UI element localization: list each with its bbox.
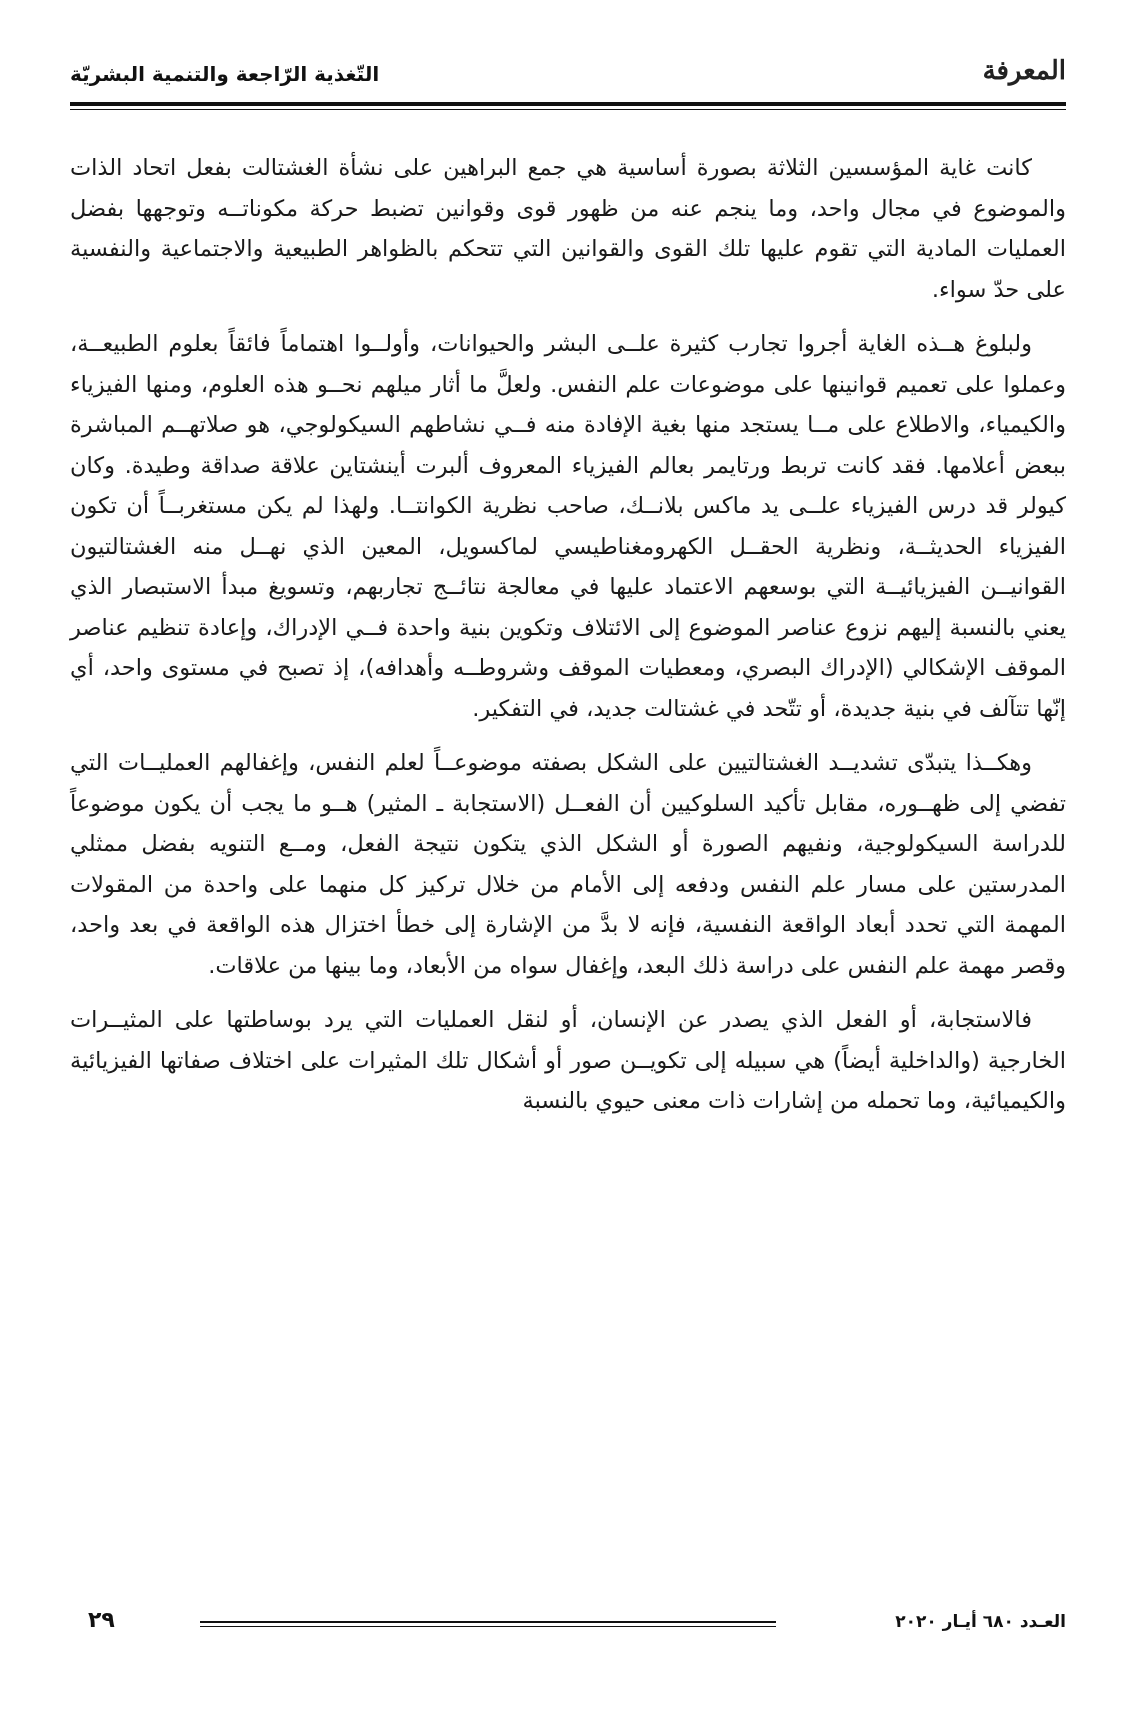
footer-rule: [200, 1621, 776, 1623]
paragraph-4: فالاستجابة، أو الفعل الذي يصدر عن الإنسان، أو لنقل العمليات التي يرد بوساطتها على المثيــرات الخارجية (والداخلية أيضاً) هي سبيله إلى تكويــن صور أو أشكال تلك المثيرات على اختلاف صفاتها الفيزيائية والكيميائية، وما تحمله من إشارات ذات معنى حيوي بالنسبة: [70, 1007, 1066, 1114]
running-title: التّغذية الرّاجعة والتنمية البشريّة: [70, 62, 380, 86]
paragraph-2: ولبلوغ هــذه الغاية أجروا تجارب كثيرة علــى البشر والحيوانات، وأولــوا اهتماماً فائقاً بعلوم الطبيعــة، وعملوا على تعميم قوانينها على موضوعات علم النفس. ولعلَّ ما أثار ميلهم نحــو هذه العلوم، ومنها الفيزياء والكيمياء، والاطلاع على مــا يستجد منها بغية الإفادة منه فــي نشاطهم السيكولوجي، هو صلاتهــم المباشرة ببعض أعلامها. فقد كانت تربط ورتايمر بعالم الفيزياء المعروف ألبرت أينشتاين علاقة صداقة وطيدة. وكان كيولر قد درس الفيزياء علــى يد ماكس بلانــك، صاحب نظرية الكوانتــا. ولهذا لم يكن مستغربــاً أن تكون الفيزياء الحديثــة، ونظرية الحقــل الكهرومغناطيسي لماكسويل، المعين الذي نهــل منه الغشتالتيون القوانيــن الفيزيائيــة التي بوسعهم الاعتماد عليها في معالجة نتائــج تجاربهم، وتسويغ مبدأ الاستبصار الذي يعني بالنسبة إليهم نزوع عناصر الموضوع إلى الائتلاف وتكوين بنية واحدة فــي الإدراك، وإعادة تنظيم عناصر الموقف الإشكالي (الإدراك البصري، ومعطيات الموقف وشروطــه وأهدافه)، إذ تصبح في مستوى واحد، أي إنّها تتآلف في بنية جديدة، أو تتّحد في غشتالت جديد، في التفكير.: [70, 331, 1066, 722]
issue-label: العـدد ٦٨٠ أيـار ٢٠٢٠: [895, 1612, 1066, 1632]
header-rule-thin: [70, 109, 1066, 110]
header-rule: [70, 102, 1066, 106]
page-footer: [70, 1608, 1066, 1642]
footer-rule-thin: [200, 1626, 776, 1627]
page-header: [70, 46, 1066, 106]
paragraph-1: كانت غاية المؤسسين الثلاثة بصورة أساسية هي جمع البراهين على نشأة الغشتالت بفعل اتحاد الذات والموضوع في مجال واحد، وما ينجم عنه من ظهور قوى وقوانين تضبط حركة مكوناتــه وتوجهها بفضل العمليات المادية التي تقوم عليها تلك القوى والقوانين التي تتحكم بالظواهر الطبيعية والاجتماعية والنفسية على حدّ سواء.: [70, 155, 1066, 303]
page-number: ٢٩: [88, 1608, 115, 1633]
article-body: [70, 148, 1066, 1122]
paragraph-3: وهكــذا يتبدّى تشديــد الغشتالتيين على الشكل بصفته موضوعــاً لعلم النفس، وإغفالهم العمليــات التي تفضي إلى ظهــوره، مقابل تأكيد السلوكيين أن الفعــل (الاستجابة ـ المثير) هــو ما يجب أن يكون موضوعاً للدراسة السيكولوجية، ونفيهم الصورة أو الشكل الذي يتكون نتيجة الفعل، ومــع التنويه بفضل ممثلي المدرستين على مسار علم النفس ودفعه إلى الأمام من خلال تركيز كل منهما على واحدة من المقولات المهمة التي تحدد أبعاد الواقعة النفسية، فإنه لا بدَّ من الإشارة إلى خطأ اختزال هذه الواقعة في بعد واحد، وقصر مهمة علم النفس على دراسة ذلك البعد، وإغفال سواه من الأبعاد، وما بينها من علاقات.: [70, 750, 1066, 979]
magazine-logo: المعرفة: [982, 56, 1066, 86]
